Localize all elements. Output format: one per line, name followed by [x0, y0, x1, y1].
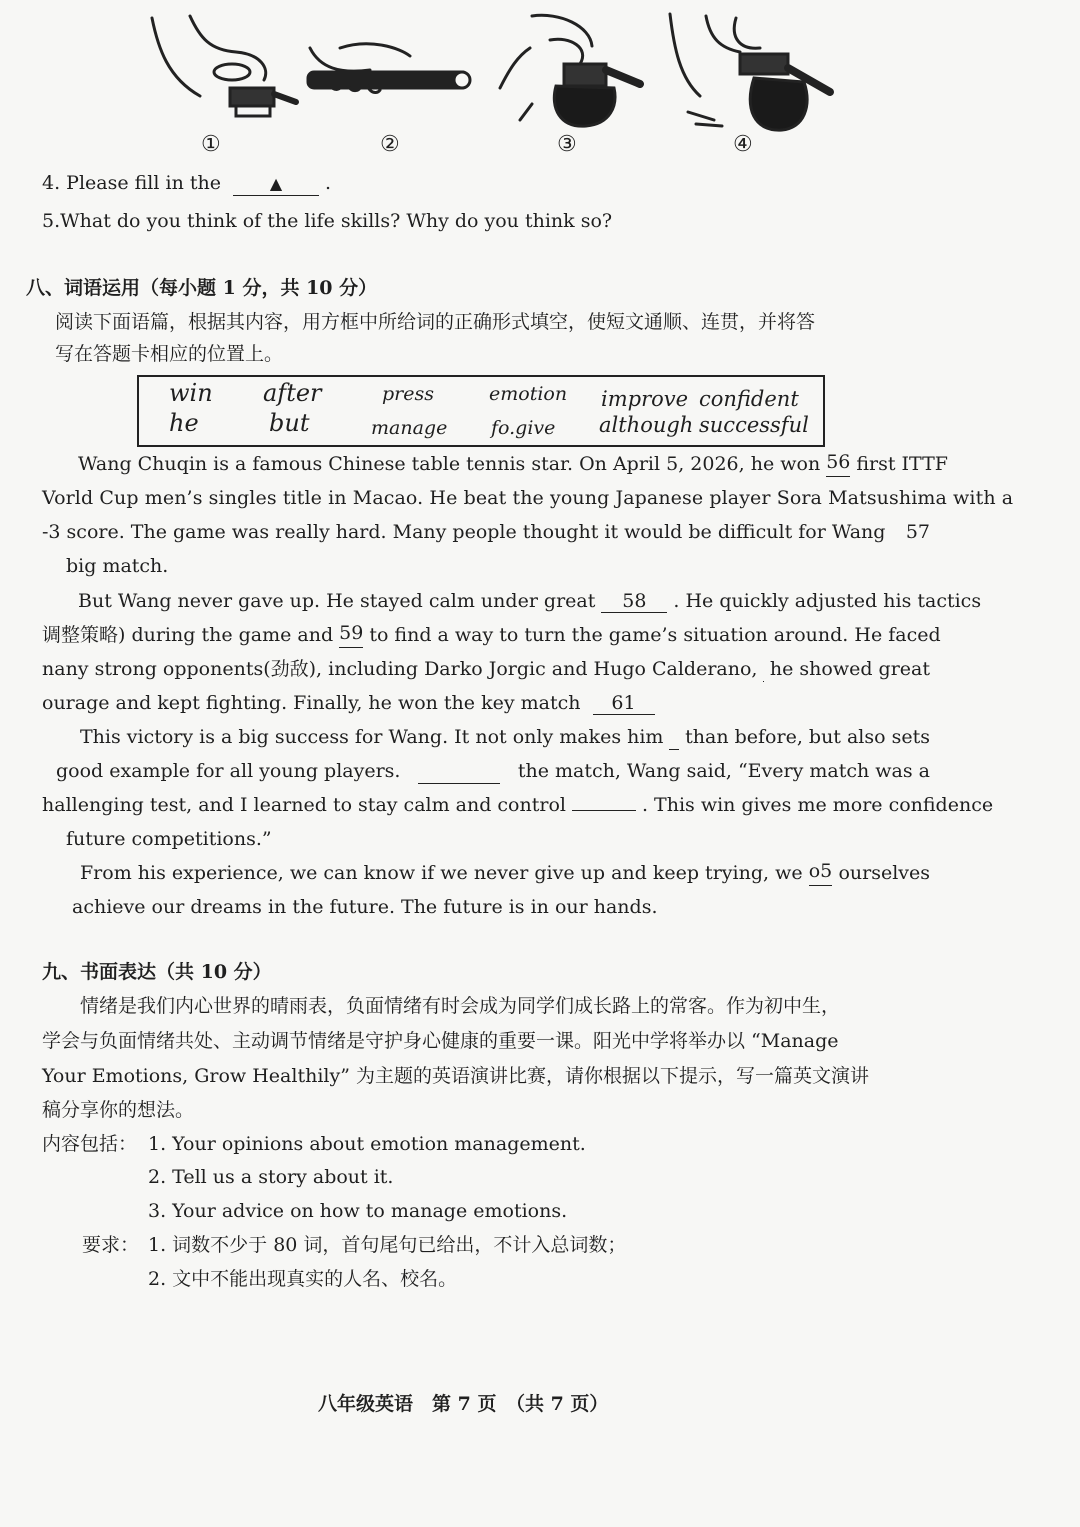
- passage-text: to find a way to turn the game’s situation around. He faced: [369, 624, 941, 646]
- question-4-period: .: [325, 172, 332, 194]
- blank-59[interactable]: 59: [339, 622, 363, 648]
- passage-line: [78, 588, 982, 614]
- passage-line: [42, 622, 941, 648]
- passage-line: big match.: [66, 555, 169, 577]
- section-9-paragraph-line: 学会与负面情绪共处、主动调节情绪是守护身心健康的重要一课。阳光中学将举办以 “Manage: [42, 1030, 839, 1052]
- passage-text: 调整策略) during the game and: [42, 624, 334, 646]
- section-8-heading: 八、词语运用（每小题 1 分，共 10 分）: [26, 277, 378, 299]
- passage-text: nany strong opponents(劲敌), including Darko Jorgic and Hugo Calderano,: [42, 658, 758, 680]
- page-footer: 八年级英语 第 7 页 （共 7 页）: [318, 1393, 609, 1415]
- passage-line: achieve our dreams in the future. The future is in our hands.: [72, 896, 658, 918]
- blank-64[interactable]: [572, 810, 636, 811]
- requirement-item: 1. 词数不少于 80 词，首句尾句已给出，不计入总词数；: [148, 1234, 627, 1256]
- passage-text: ourselves: [838, 862, 930, 884]
- passage-text: . He quickly adjusted his tactics: [673, 590, 982, 612]
- figure-label-2: ②: [380, 132, 400, 157]
- figure-label-3: ③: [557, 132, 577, 157]
- passage-line: [42, 792, 994, 818]
- passage-line: [42, 690, 661, 716]
- passage-text: But Wang never gave up. He stayed calm under great: [78, 590, 596, 612]
- blank-61[interactable]: 61: [593, 692, 655, 715]
- word-box-item: after: [263, 379, 322, 407]
- passage-text: first ITTF: [856, 453, 948, 475]
- section-9-paragraph-line: 稿分享你的想法。: [42, 1099, 195, 1121]
- step-4-illustration: [670, 14, 830, 130]
- passage-text: Wang Chuqin is a famous Chinese table tennis star. On April 5, 2026, he won: [78, 453, 821, 475]
- passage-line: [42, 519, 930, 545]
- passage-text: the match, Wang said, “Every match was a: [517, 760, 930, 782]
- word-box-item: win: [169, 379, 213, 407]
- passage-text: than before, but also sets: [685, 726, 930, 748]
- passage-text: good example for all young players.: [56, 760, 401, 782]
- content-point: 3. Your advice on how to manage emotions.: [148, 1200, 568, 1222]
- content-point: 2. Tell us a story about it.: [148, 1166, 394, 1188]
- requirement-item: 2. 文中不能出现真实的人名、校名。: [148, 1268, 458, 1290]
- word-box-item: fo.give: [491, 417, 556, 439]
- passage-line: [42, 656, 930, 682]
- word-box-item: although: [599, 413, 694, 437]
- blank-65[interactable]: o5: [809, 860, 833, 886]
- word-box-item: press: [382, 383, 434, 405]
- passage-text: -3 score. The game was really hard. Many people thought it would be difficult for Wang: [42, 521, 886, 543]
- passage-line: Vorld Cup men’s singles title in Macao. He beat the young Japanese player Sora Matsushima with a: [42, 487, 1014, 509]
- question-4-blank[interactable]: [233, 172, 319, 196]
- passage-text: From his experience, we can know if we never give up and keep trying, we: [80, 862, 803, 884]
- step-3-illustration: [500, 15, 640, 126]
- passage-text: . This win gives me more confidence: [641, 794, 994, 816]
- section-9-paragraph-line: 情绪是我们内心世界的晴雨表，负面情绪有时会成为同学们成长路上的常客。作为初中生，: [80, 995, 841, 1017]
- word-box-item: but: [269, 409, 310, 437]
- blank-58[interactable]: 58: [601, 590, 667, 613]
- figure-label-4: ④: [733, 132, 753, 157]
- passage-text: he showed great: [769, 658, 930, 680]
- passage-line: [80, 724, 930, 750]
- question-4: [42, 170, 331, 196]
- passage-text: This victory is a big success for Wang. It not only makes him: [80, 726, 664, 748]
- figure-label-1: ①: [201, 132, 221, 157]
- section-8-instruction-line-1: 阅读下面语篇，根据其内容，用方框中所给词的正确形式填空，使短文通顺、连贯，并将答: [55, 311, 816, 333]
- word-box-item: manage: [371, 417, 448, 439]
- passage-line: [78, 451, 948, 477]
- question-4-text: 4. Please fill in the: [42, 172, 221, 194]
- step-1-illustration: [152, 16, 296, 116]
- section-9-paragraph-line: Your Emotions, Grow Healthily” 为主题的英语演讲比赛，请你根据以下提示，写一篇英文演讲: [42, 1065, 869, 1087]
- step-2-illustration: [308, 44, 470, 93]
- passage-line: [56, 758, 930, 784]
- passage-line: [80, 860, 930, 886]
- question-5: 5.What do you think of the life skills? Why do you think so?: [42, 210, 613, 232]
- content-label: 内容包括：: [42, 1133, 138, 1155]
- passage-text: hallenging test, and I learned to stay calm and control: [42, 794, 566, 816]
- requirements-label: 要求：: [82, 1234, 140, 1256]
- triangle-marker-icon: ▲: [269, 174, 283, 193]
- passage-line: future competitions.”: [66, 828, 272, 850]
- blank-57[interactable]: 57: [905, 521, 930, 543]
- word-box-item: confident: [699, 387, 799, 411]
- word-box-item: emotion: [489, 383, 568, 405]
- blank-56[interactable]: 56: [826, 451, 850, 477]
- section-8-instruction-line-2: 写在答题卡相应的位置上。: [55, 343, 284, 365]
- blank-63[interactable]: [418, 758, 500, 784]
- word-box-item: successful: [699, 413, 809, 437]
- word-box-item: he: [169, 409, 199, 437]
- blank-62[interactable]: [669, 724, 679, 750]
- word-box: [137, 375, 825, 447]
- passage-text: ourage and kept fighting. Finally, he won the key match: [42, 692, 581, 714]
- word-box-item: improve: [601, 387, 689, 411]
- content-point: 1. Your opinions about emotion management.: [148, 1133, 586, 1155]
- section-9-heading: 九、书面表达（共 10 分）: [42, 961, 272, 983]
